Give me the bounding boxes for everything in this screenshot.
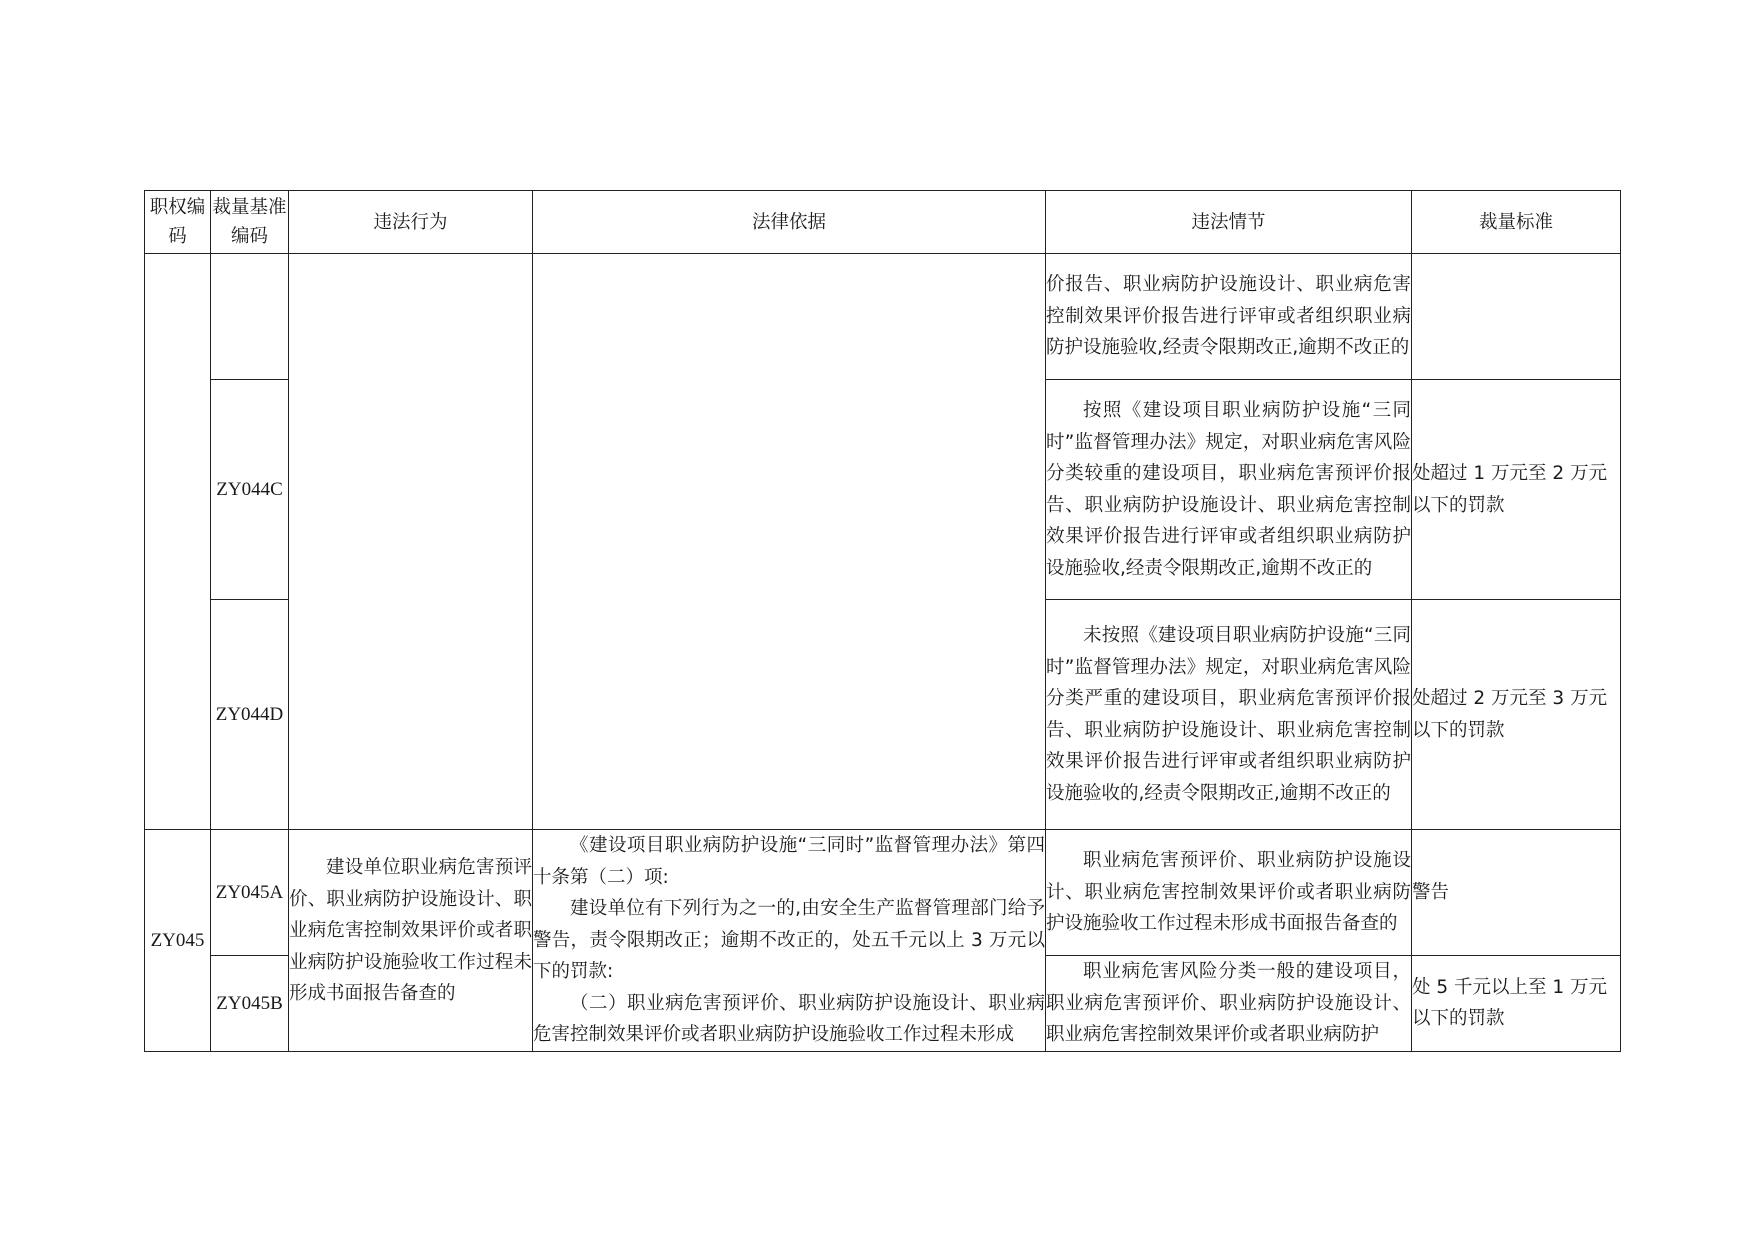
legal-basis-article: 《建设项目职业病防护设施“三同时”监督管理办法》第四十条第（二）项: [533, 835, 1045, 888]
legal-basis-clause: 建设单位有下列行为之一的,由安全生产监督管理部门给予警告，责令限期改正；逾期不改正的，处五千元以上 3 万元以下的罚款: [533, 898, 1045, 982]
circumstance-cell: 职业病危害风险分类一般的建设项目，职业病危害预评价、职业病防护设施设计、职业病危害控制效果评价或者职业病防护 [1046, 956, 1412, 1052]
circumstance-cell: 价报告、职业病防护设施设计、职业病危害控制效果评价报告进行评审或者组织职业病防护设施验收,经责令限期改正,逾期不改正的 [1046, 254, 1412, 380]
power-code-cell [145, 254, 211, 830]
base-code-cell [211, 254, 289, 380]
base-code-cell: ZY045A [211, 830, 289, 956]
circumstance-cell: 未按照《建设项目职业病防护设施“三同时”监督管理办法》规定，对职业病危害风险分类严重的建设项目，职业病危害预评价报告、职业病防护设施设计、职业病危害控制效果评价报告进行评审或者组织职业病防护设施验收的,经责令限期改正,逾期不改正的 [1046, 600, 1412, 830]
header-power-code: 职权编码 [145, 191, 211, 254]
base-code-cell: ZY044D [211, 600, 289, 830]
legal-basis-cell [533, 254, 1046, 830]
header-circumstance: 违法情节 [1046, 191, 1412, 254]
header-base-code: 裁量基准编码 [211, 191, 289, 254]
table-row [145, 830, 1621, 956]
header-row [145, 191, 1621, 254]
base-code-cell: ZY045B [211, 956, 289, 1052]
circumstance-cell: 按照《建设项目职业病防护设施“三同时”监督管理办法》规定，对职业病危害风险分类较重的建设项目，职业病危害预评价报告、职业病防护设施设计、职业病危害控制效果评价报告进行评审或者组织职业病防护设施验收,经责令限期改正,逾期不改正的 [1046, 380, 1412, 600]
violation-cell [289, 254, 533, 830]
standard-cell [1412, 254, 1621, 380]
legal-basis-item: （二）职业病危害预评价、职业病防护设施设计、职业病危害控制效果评价或者职业病防护设施验收工作过程未形成 [533, 992, 1045, 1045]
discretion-standard-table [144, 190, 1621, 1052]
standard-cell: 处超过 1 万元至 2 万元以下的罚款 [1412, 380, 1621, 600]
header-standard: 裁量标准 [1412, 191, 1621, 254]
header-violation: 违法行为 [289, 191, 533, 254]
legal-basis-cell [533, 830, 1046, 1052]
table-row [145, 254, 1621, 380]
circumstance-cell: 职业病危害预评价、职业病防护设施设计、职业病危害控制效果评价或者职业病防护设施验收工作过程未形成书面报告备查的 [1046, 830, 1412, 956]
power-code-cell: ZY045 [145, 830, 211, 1052]
header-legal-basis: 法律依据 [533, 191, 1046, 254]
base-code-cell: ZY044C [211, 380, 289, 600]
standard-cell: 处超过 2 万元至 3 万元以下的罚款 [1412, 600, 1621, 830]
violation-cell: 建设单位职业病危害预评价、职业病防护设施设计、职业病危害控制效果评价或者职业病防护设施验收工作过程未形成书面报告备查的 [289, 830, 533, 1052]
standard-cell: 警告 [1412, 830, 1621, 956]
standard-cell: 处 5 千元以上至 1 万元以下的罚款 [1412, 956, 1621, 1052]
